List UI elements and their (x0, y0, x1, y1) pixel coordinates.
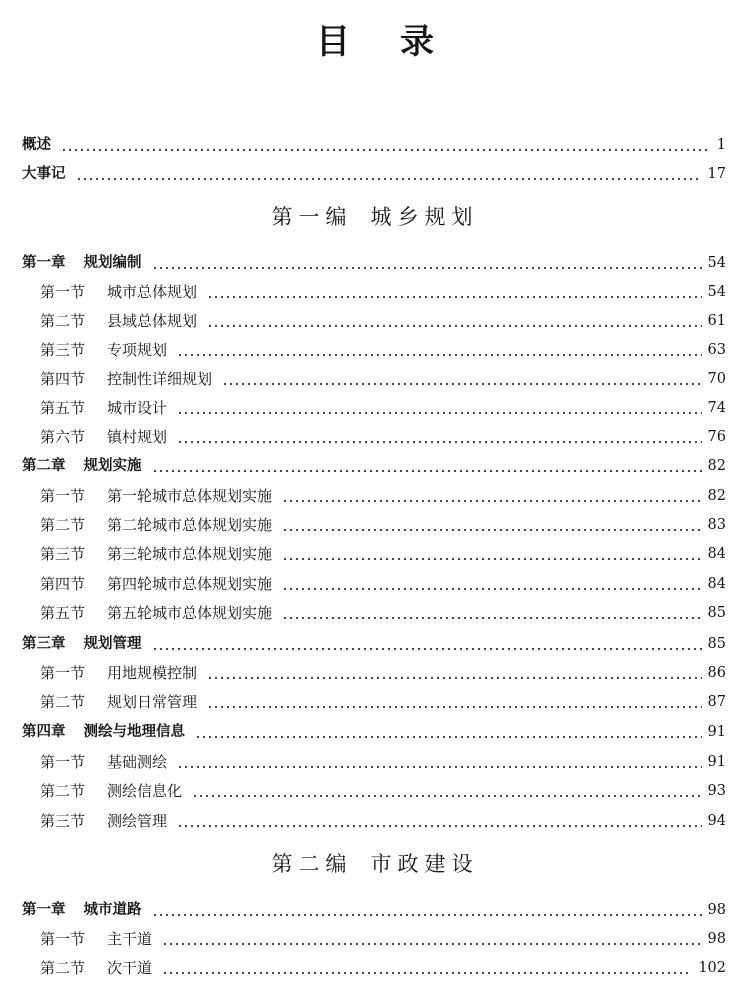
part-heading[interactable] (0, 849, 750, 879)
part-title: 市政建设 (370, 852, 479, 876)
toc-section[interactable] (40, 572, 726, 594)
dot-leader (152, 456, 702, 476)
chapter-title: 规划编制 (83, 255, 142, 271)
section-title: 第三轮城市总体规划实施 (107, 545, 273, 563)
toc-section[interactable] (40, 280, 726, 302)
section-page-number: 63 (707, 342, 726, 358)
section-page-number: 74 (707, 400, 726, 416)
chapter-number: 第一章 (22, 255, 66, 271)
section-page-number: 83 (707, 517, 726, 533)
dot-leader (207, 692, 702, 712)
dot-leader (177, 427, 702, 447)
section-page-number: 91 (707, 754, 726, 770)
dot-leader (152, 253, 702, 273)
section-title: 第五轮城市总体规划实施 (107, 604, 273, 622)
section-page-number: 54 (707, 284, 726, 300)
toc-section[interactable] (40, 367, 726, 389)
section-number: 第二节 (40, 959, 86, 977)
toc-section[interactable] (40, 309, 726, 331)
section-title: 第一轮城市总体规划实施 (107, 487, 273, 505)
dot-leader (177, 398, 702, 418)
section-number: 第二节 (40, 312, 86, 330)
section-number: 第五节 (40, 604, 86, 622)
section-number: 第四节 (40, 575, 86, 593)
section-title: 第四轮城市总体规划实施 (107, 575, 273, 593)
dot-leader (282, 515, 702, 535)
section-page-number: 85 (707, 605, 726, 621)
chapter-page-number: 85 (707, 636, 726, 652)
section-title: 测绘管理 (107, 812, 168, 830)
toc-chapter[interactable] (22, 898, 726, 920)
section-page-number: 84 (707, 546, 726, 562)
section-title: 基础测绘 (107, 753, 168, 771)
dot-leader (282, 544, 702, 564)
section-number: 第一节 (40, 664, 86, 682)
toc-section[interactable] (40, 542, 726, 564)
chapter-title: 测绘与地理信息 (83, 724, 185, 740)
section-number: 第一节 (40, 753, 86, 771)
section-title: 控制性详细规划 (107, 370, 213, 388)
section-number: 第二节 (40, 782, 86, 800)
dot-leader (222, 369, 702, 389)
toc-section[interactable] (40, 956, 726, 978)
toc-section[interactable] (40, 484, 726, 506)
toc-section[interactable] (40, 661, 726, 683)
chapter-number: 第四章 (22, 724, 66, 740)
section-title: 镇村规划 (107, 428, 168, 446)
toc-section[interactable] (40, 779, 726, 801)
section-number: 第一节 (40, 930, 86, 948)
toc-chapter[interactable] (22, 454, 726, 476)
dot-leader (177, 752, 702, 772)
dot-leader (162, 929, 702, 949)
chapter-page-number: 91 (707, 724, 726, 740)
section-title: 规划日常管理 (107, 693, 198, 711)
toc-entry-chronicle[interactable] (22, 162, 726, 184)
toc-section[interactable] (40, 750, 726, 772)
section-title: 次干道 (107, 959, 153, 977)
section-number: 第二节 (40, 693, 86, 711)
dot-leader (152, 634, 702, 654)
dot-leader (76, 164, 702, 184)
toc-section[interactable] (40, 396, 726, 418)
page-title: 目录 (316, 22, 484, 62)
dot-leader (162, 958, 692, 978)
dot-leader (192, 781, 702, 801)
section-page-number: 93 (707, 783, 726, 799)
chapter-title: 规划管理 (83, 636, 142, 652)
dot-leader (207, 282, 702, 302)
entry-label: 概述 (22, 137, 51, 153)
section-page-number: 86 (707, 665, 726, 681)
dot-leader (195, 722, 702, 742)
chapter-page-number: 98 (707, 902, 726, 918)
section-number: 第四节 (40, 370, 86, 388)
toc-section[interactable] (40, 425, 726, 447)
entry-page-number: 17 (707, 166, 726, 182)
section-page-number: 76 (707, 429, 726, 445)
section-number: 第二节 (40, 516, 86, 534)
chapter-page-number: 82 (707, 458, 726, 474)
section-title: 第二轮城市总体规划实施 (107, 516, 273, 534)
toc-chapter[interactable] (22, 720, 726, 742)
chapter-page-number: 54 (707, 255, 726, 271)
chapter-number: 第二章 (22, 458, 66, 474)
section-page-number: 98 (707, 931, 726, 947)
section-title: 用地规模控制 (107, 664, 198, 682)
section-page-number: 70 (707, 371, 726, 387)
entry-label: 大事记 (22, 166, 66, 182)
section-title: 测绘信息化 (107, 782, 183, 800)
section-title: 主干道 (107, 930, 153, 948)
section-page-number: 87 (707, 694, 726, 710)
toc-chapter[interactable] (22, 632, 726, 654)
toc-section[interactable] (40, 690, 726, 712)
toc-section[interactable] (40, 927, 726, 949)
section-title: 专项规划 (107, 341, 168, 359)
chapter-number: 第三章 (22, 636, 66, 652)
section-page-number: 61 (707, 313, 726, 329)
dot-leader (177, 811, 702, 831)
part-title: 城乡规划 (370, 205, 479, 229)
section-page-number: 82 (707, 488, 726, 504)
section-title: 县域总体规划 (107, 312, 198, 330)
section-number: 第三节 (40, 545, 86, 563)
section-number: 第一节 (40, 283, 86, 301)
toc-section[interactable] (40, 601, 726, 623)
chapter-title: 城市道路 (83, 902, 142, 918)
toc-section[interactable] (40, 513, 726, 535)
toc-section[interactable] (40, 338, 726, 360)
section-number: 第六节 (40, 428, 86, 446)
section-number: 第三节 (40, 341, 86, 359)
part-heading[interactable] (0, 202, 750, 232)
dot-leader (282, 486, 702, 506)
dot-leader (207, 663, 702, 683)
toc-section[interactable] (40, 809, 726, 831)
dot-leader (207, 311, 702, 331)
dot-leader (152, 900, 702, 920)
section-number: 第一节 (40, 487, 86, 505)
entry-page-number: 1 (716, 137, 726, 153)
chapter-title: 规划实施 (83, 458, 142, 474)
section-page-number: 84 (707, 576, 726, 592)
toc-chapter[interactable] (22, 251, 726, 273)
part-number: 第二编 (271, 852, 353, 876)
section-title: 城市设计 (107, 399, 168, 417)
chapter-number: 第一章 (22, 902, 66, 918)
dot-leader (61, 135, 711, 155)
dot-leader (282, 574, 702, 594)
dot-leader (282, 603, 702, 623)
section-number: 第三节 (40, 812, 86, 830)
part-number: 第一编 (271, 205, 353, 229)
section-page-number: 102 (698, 960, 726, 976)
section-page-number: 94 (707, 813, 726, 829)
toc-entry-overview[interactable] (22, 133, 726, 155)
dot-leader (177, 340, 702, 360)
section-number: 第五节 (40, 399, 86, 417)
section-title: 城市总体规划 (107, 283, 198, 301)
